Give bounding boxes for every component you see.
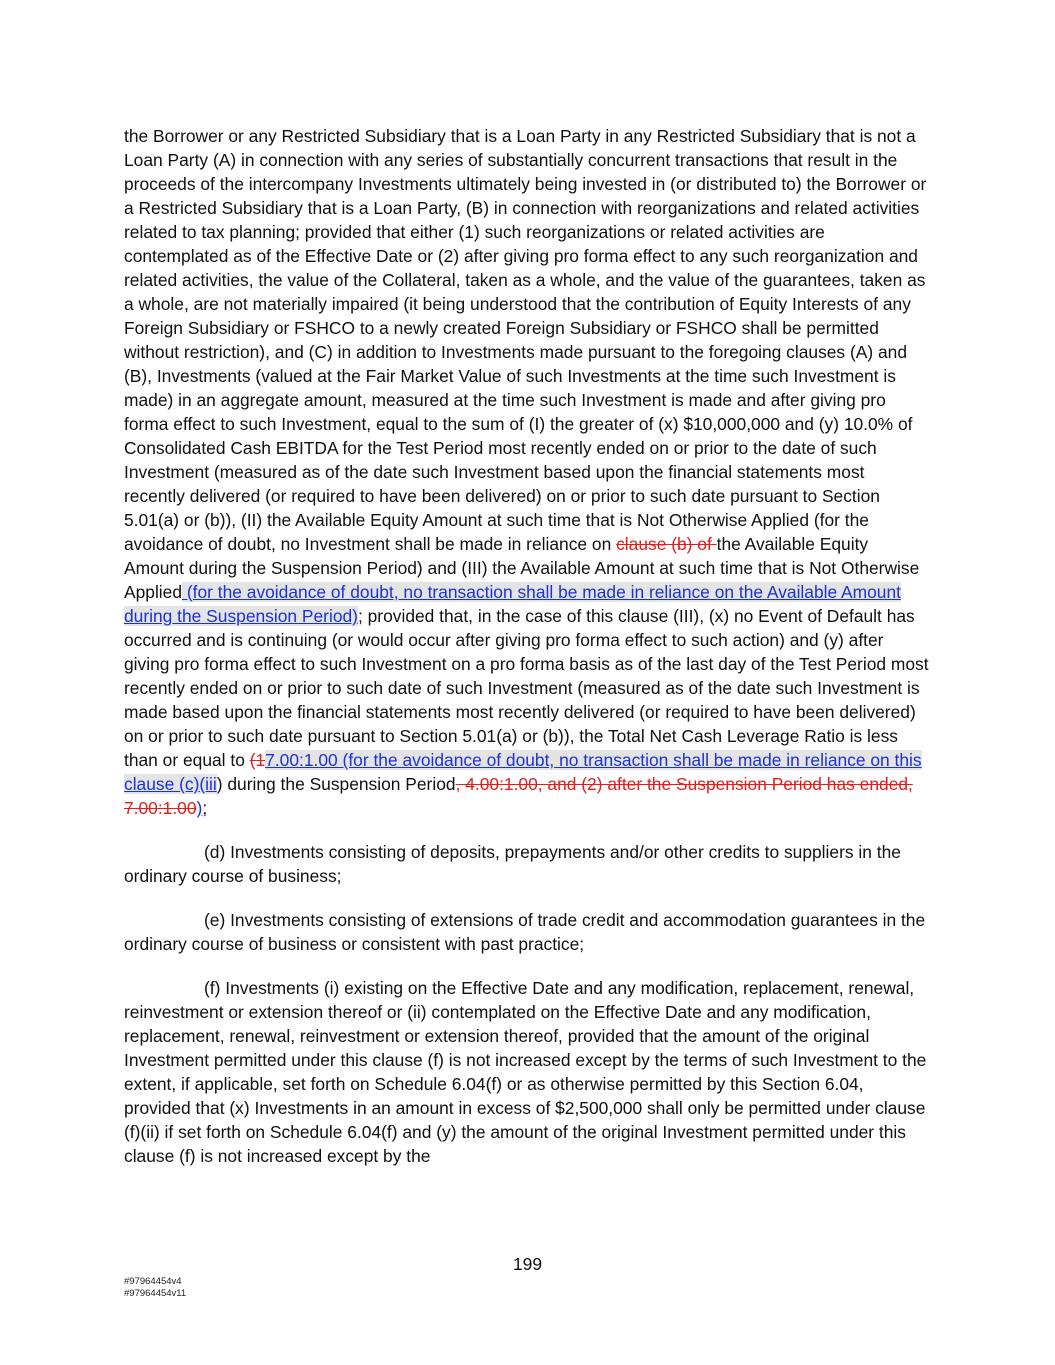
doc-id: #97964454v11 xyxy=(124,1288,187,1299)
paragraph-c-continuation xyxy=(124,124,930,820)
text-segment: ; provided that, in the case of this clause (III), (x) no Event of Default has occurred and is continuing (or would occur after giving pro forma effect to such action) and (y) after giving pro forma effect to such Investment on a pro forma basis as of the last day of the Test Period most recently ended on or prior to such date of such Investment (measured as of the date such Investment is made based upon the financial statements most recently delivered (or required to have been delivered) on or prior to such date pursuant to Section 5.01(a) or (b)), the Total Net Cash Leverage Ratio is less than or equal to xyxy=(124,606,929,770)
page-number: 199 xyxy=(512,1254,542,1274)
deleted-text: (1 xyxy=(249,750,266,770)
document-identifiers xyxy=(124,1276,186,1300)
inserted-text: 7.00:1.00 (for the avoidance of doubt, no transaction shall be made in reliance on this clause (c)(iii xyxy=(124,750,922,794)
paragraph-e: (e) Investments consisting of extensions of trade credit and accommodation guarantees in the ordinary course of business or consistent with past practice; xyxy=(124,910,926,954)
document-body xyxy=(124,124,930,1168)
text-segment: ; xyxy=(202,798,208,818)
paragraph-f: (f) Investments (i) existing on the Effective Date and any modification, replacement, renewal, reinvestment or extension thereof or (ii) contemplated on the Effective Date and any modification, replacement, renewal, reinvestment or extension thereof, provided that the amount of the original Investment permitted under this clause (f) is not increased except by the terms of such Investment to the extent, if applicable, set forth on Schedule 6.04(f) or as otherwise permitted by this Section 6.04, provided that (x) Investments in an amount in excess of $2,500,000 shall only be permitted under clause (f)(ii) if set forth on Schedule 6.04(f) and (y) the amount of the original Investment permitted under this clause (f) is not increased except by the xyxy=(124,978,927,1166)
inserted-text: (for the avoidance of doubt, no transaction shall be made in reliance on the Available Amount during the Suspension Period) xyxy=(124,582,901,626)
inserted-text: ) xyxy=(196,798,203,818)
text-segment: ) during the Suspension Period xyxy=(216,774,456,794)
paragraph-d: (d) Investments consisting of deposits, prepayments and/or other credits to suppliers in the ordinary course of business; xyxy=(124,842,901,886)
doc-id: #97964454v4 xyxy=(124,1276,182,1287)
text-segment: the Borrower or any Restricted Subsidiary that is a Loan Party in any Restricted Subsidiary that is not a Loan Party (A) in connection with any series of substantially concurrent transactions that result in the proceeds of the intercompany Investments ultimately being invested in (or distributed to) the Borrower or a Restricted Subsidiary that is a Loan Party, (B) in connection with reorganizations and related activities related to tax planning; provided that either (1) such reorganizations or related activities are contemplated as of the Effective Date or (2) after giving pro forma effect to any such reorganization and related activities, the value of the Collateral, taken as a whole, and the value of the guarantees, taken as a whole, are not materially impaired (it being understood that the contribution of Equity Interests of any Foreign Subsidiary or FSHCO to a newly created Foreign Subsidiary or FSHCO shall be permitted without restriction), and (C) in addition to Investments made pursuant to the foregoing clauses (A) and (B), Investments (valued at the Fair Market Value of such Investments at the time such Investment is made) in an aggregate amount, measured at the time such Investment is made and after giving pro forma effect to such Investment, equal to the sum of (I) the greater of (x) $10,000,000 and (y) 10.0% of Consolidated Cash EBITDA for the Test Period most recently ended on or prior to the date of such Investment (measured as of the date such Investment based upon the financial statements most recently delivered (or required to have been delivered) on or prior to such date pursuant to Section 5.01(a) or (b)), (II) the Available Equity Amount at such time that is Not Otherwise Applied (for the avoidance of doubt, no Investment shall be made in reliance on xyxy=(124,126,927,554)
deleted-text: clause (b) of xyxy=(616,534,717,554)
deleted-text: , 4.00:1.00, and (2) after the Suspension Period has ended, 7.00:1.00 xyxy=(124,774,913,818)
text-segment: the Available Equity Amount during the Suspension Period) and (III) the Available Amount at such time that is Not Otherwise Applied xyxy=(124,534,920,602)
